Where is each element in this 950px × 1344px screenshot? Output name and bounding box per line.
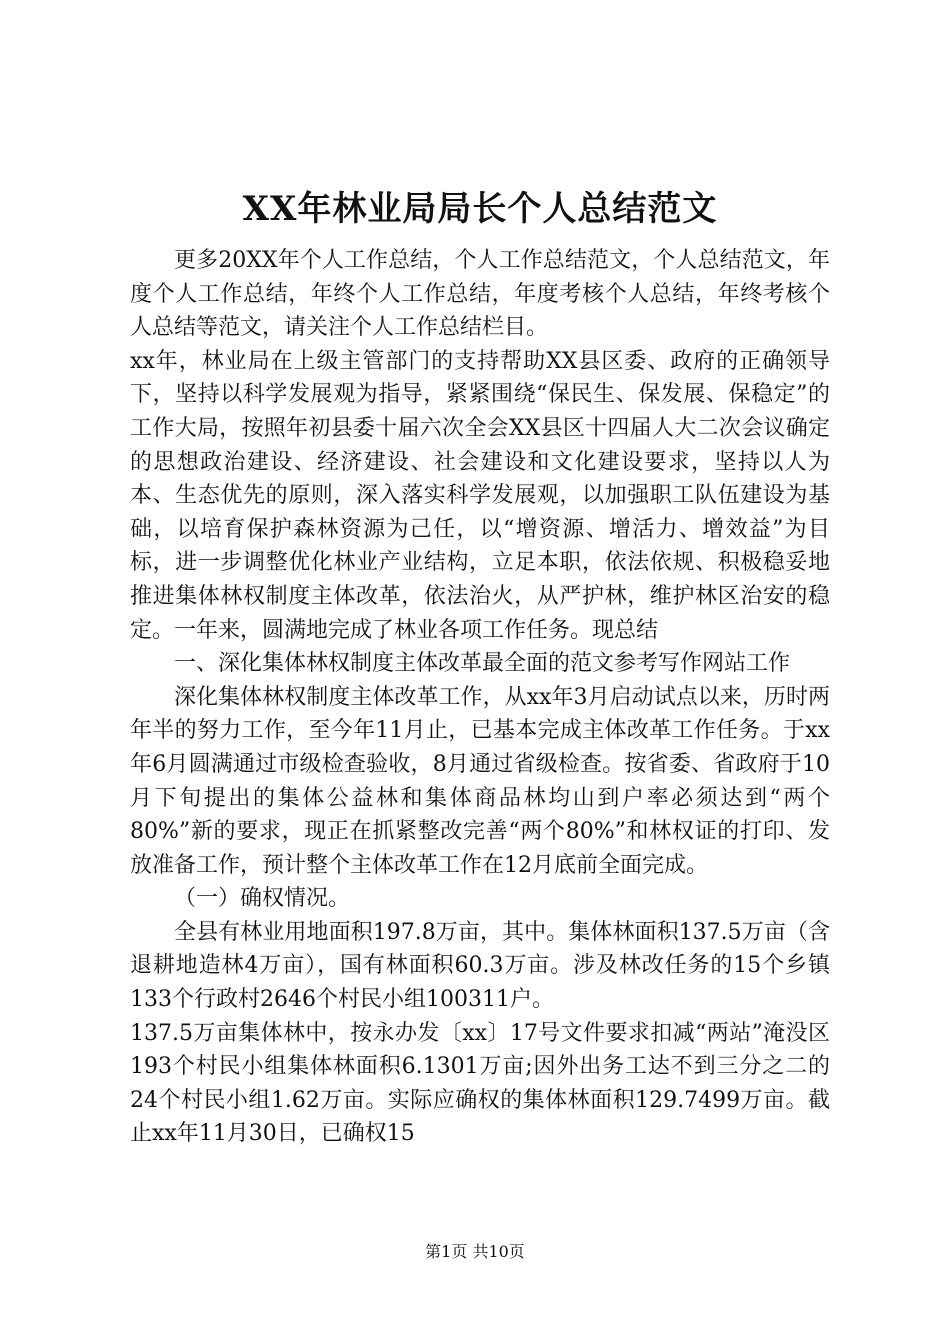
paragraph-forest-area: 全县有林业用地面积197.8万亩，其中。集体林面积137.5万亩（含退耕地造林4万亩），国有林面积60.3万亩。涉及林改任务的15个乡镇133个行政村2646个村民小组100311户。 (130, 919, 830, 1013)
document-page (130, 180, 830, 1151)
paragraph-intro: 更多20XX年个人工作总结，个人工作总结范文，个人总结范文，年度个人工作总结，年终个人工作总结，年度考核个人总结，年终考核个人总结等范文，请关注个人工作总结栏目。 (130, 248, 830, 341)
page-footer: 第1页 共10页 (425, 1242, 525, 1261)
document-body (130, 244, 830, 1151)
section-heading-1: 一、深化集体林权制度主体改革最全面的范文参考写作网站工作 (174, 651, 791, 677)
subsection-heading-1: （一）确权情况。 (174, 886, 351, 912)
paragraph-reform: 深化集体林权制度主体改革工作，从xx年3月启动试点以来，历时两年半的努力工作，至今年11月止，已基本完成主体改革工作任务。于xx年6月圆满通过市级检查验收，8月通过省级检查。按省委、省政府于10月下旬提出的集体公益林和集体商品林均山到户率必须达到“两个80%”新的要求，现正在抓紧整改完善“两个80%”和林权证的打印、发放准备工作，预计整个主体改革工作在12月底前全面完成。 (130, 684, 830, 878)
paragraph-overview: xx年，林业局在上级主管部门的支持帮助XX县区委、政府的正确领导下，坚持以科学发展观为指导，紧紧围绕“保民生、保发展、保稳定”的工作大局，按照年初县委十届六次全会XX县区十四届人大二次会议确定的思想政治建设、经济建设、社会建设和文化建设要求，坚持以人为本、生态优先的原则，深入落实科学发展观，以加强职工队伍建设为基础，以培育保护森林资源为己任，以“增资源、增活力、增效益”为目标，进一步调整优化林业产业结构，立足本职，依法依规、积极稳妥地推进集体林权制度主体改革，依法治火，从严护林，维护林区治安的稳定。一年来，圆满地完成了林业各项工作任务。现总结 (130, 348, 830, 643)
document-title: XX年林业局局长个人总结范文 (242, 189, 718, 229)
paragraph-collective-forest: 137.5万亩集体林中，按永办发〔xx〕17号文件要求扣减“两站”淹没区193个村民小组集体林面积6.1301万亩;因外出务工达不到三分之二的24个村民小组1.62万亩。实际应确权的集体林面积129.7499万亩。截止xx年11月30日，已确权15 (130, 1020, 830, 1147)
